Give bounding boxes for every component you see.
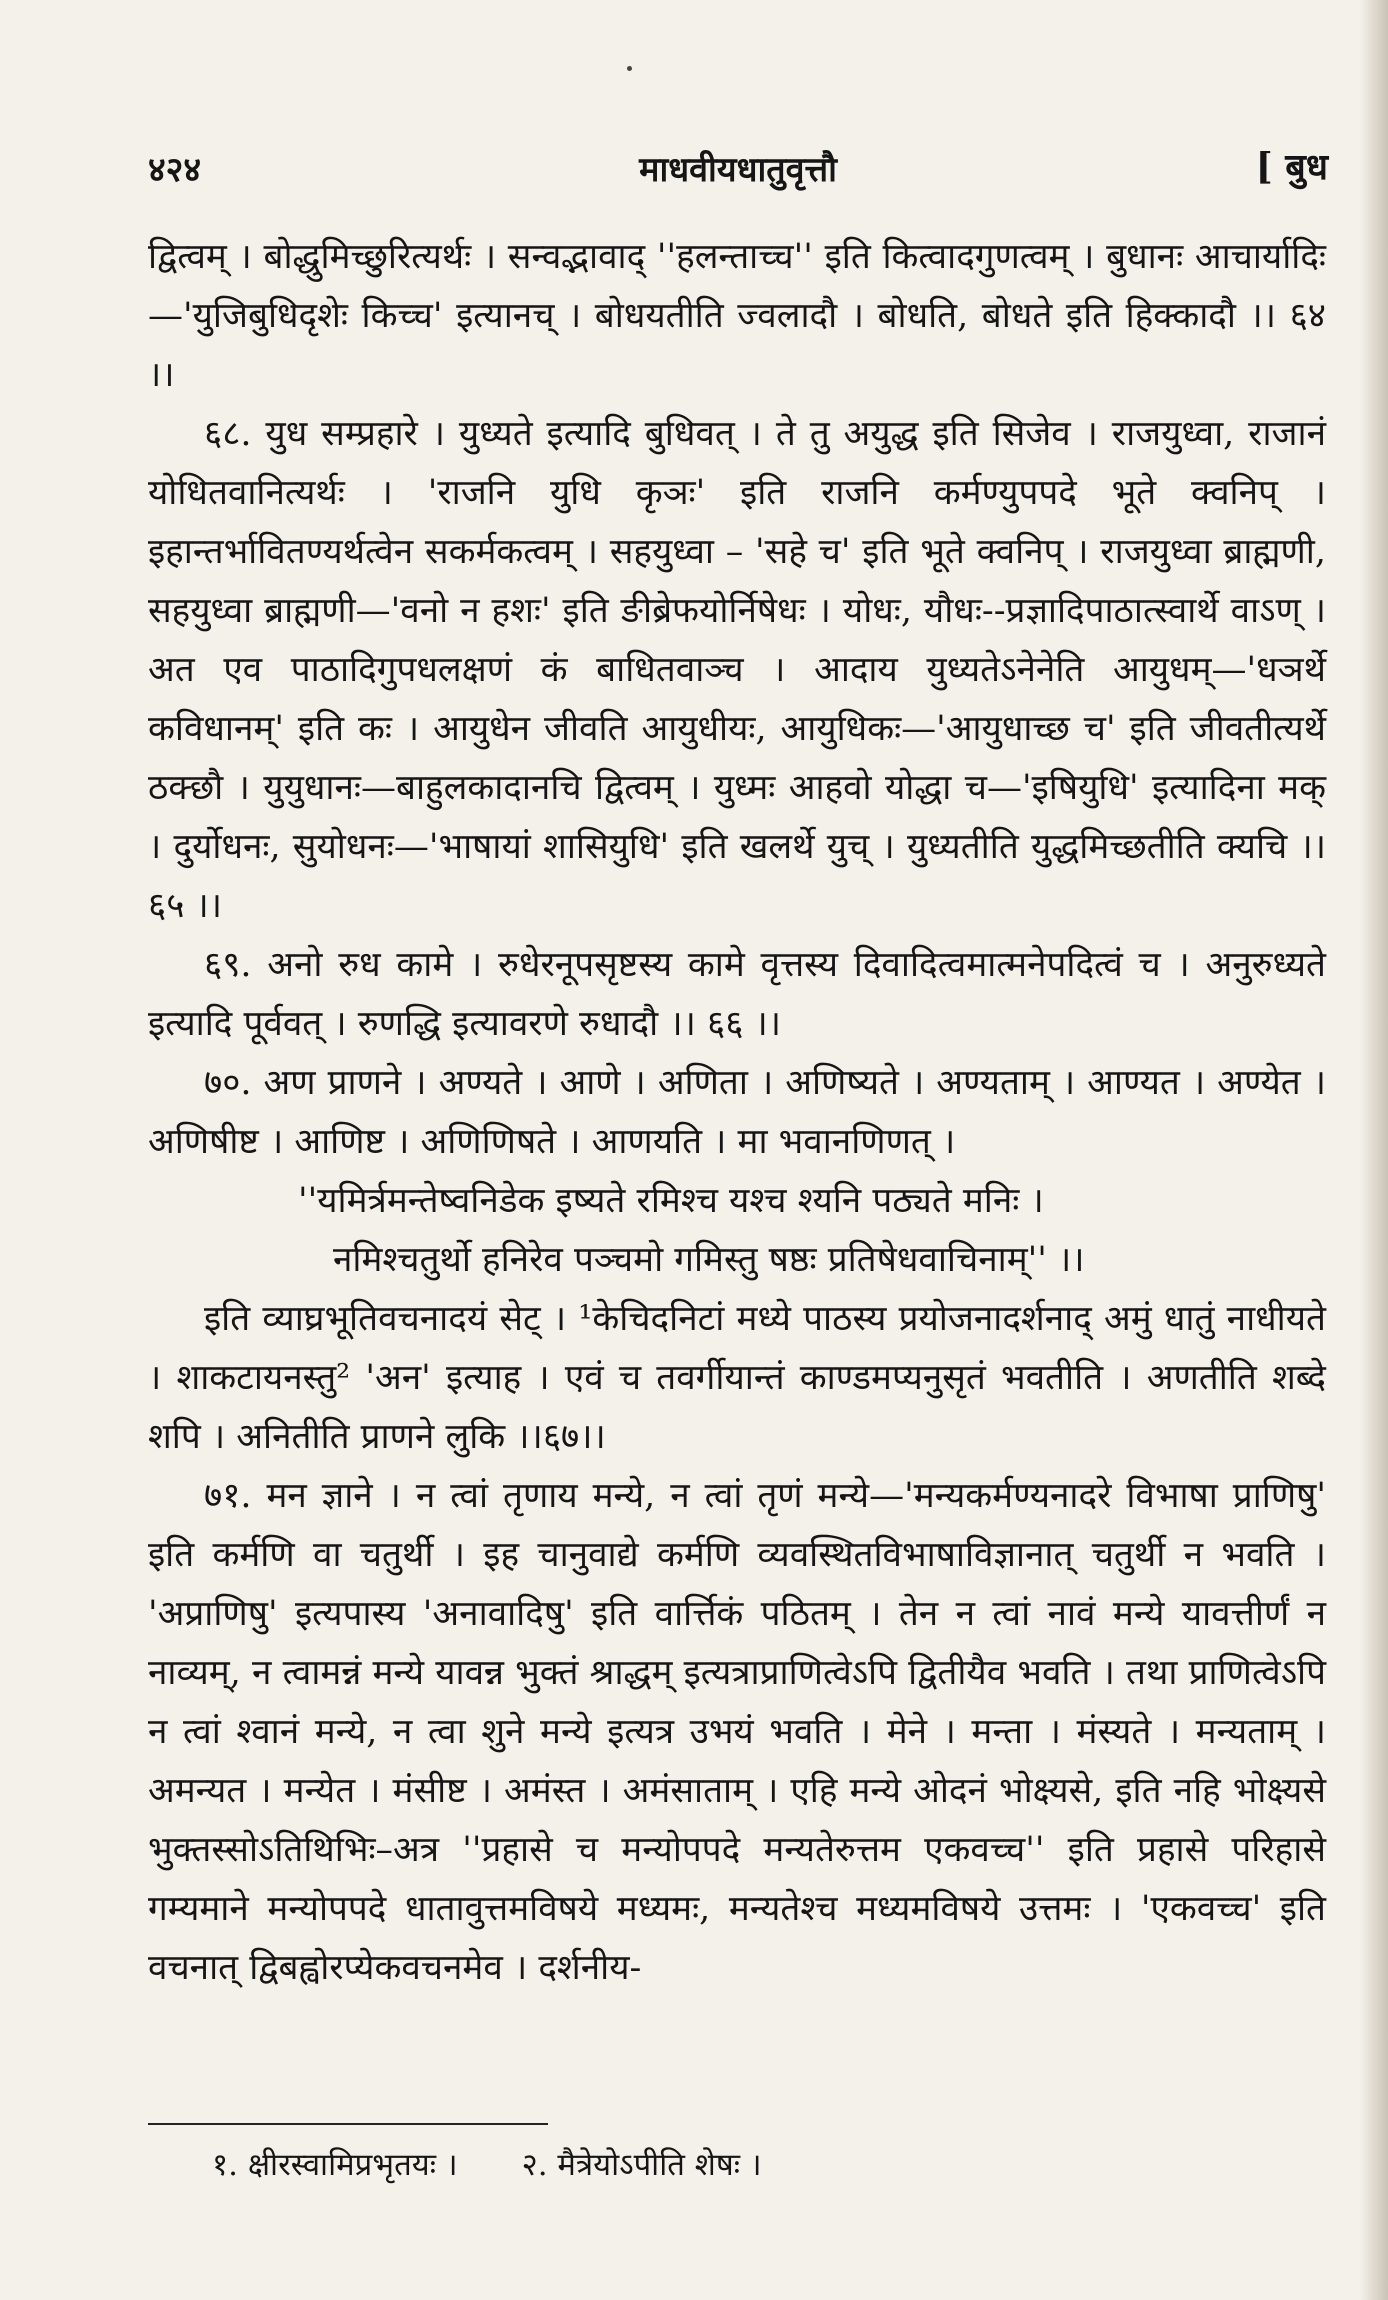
verse-line-2: नमिश्चतुर्थो हनिरेव पञ्चमो गमिस्तु षष्ठः प्रतिषेधवाचिनाम्'' ।। — [333, 1240, 1085, 1280]
guide-word: [ बुध — [1255, 146, 1328, 188]
verse-line-1: ''यमिर्त्रमन्तेष्वनिडेक इष्यते रमिश्च यश्च श्यनि पठ्यते मनिः । — [298, 1181, 1044, 1221]
paragraph-68-man: ७१. मन ज्ञाने । न त्वां तृणाय मन्ये, न त्वां तृणं मन्ये—'मन्यकर्मण्यनादरे विभाषा प्राणिषु' इति कर्मणि वा चतुर्थी । इह चानुवाद्ये कर्मणि व्यवस्थितविभाषाविज्ञानात् चतुर्थी न भवति । 'अप्राणिषु' इत्यपास्य 'अनावादिषु' इति वार्त्तिकं पठितम् । तेन न त्वां नावं मन्ये यावत्तीर्णं न नाव्यम्, न त्वामन्नं मन्ये यावन्न भुक्तं श्राद्धम् इत्यत्राप्राणित्वेऽपि द्वितीयैव भवति । तथा प्राणित्वेऽपि न त्वां श्वानं मन्ये, न त्वा शुने मन्ये इत्यत्र उभयं भवति । मेने । मन्ता । मंस्यते । मन्यताम् । अमन्यत । मन्येत । मंसीष्ट । अमंस्त । अमंसाताम् । एहि मन्ये ओदनं भोक्ष्यसे, इति नहि भोक्ष्यसे भुक्तस्सोऽतिथिभिः–अत्र ''प्रहासे च मन्योपपदे मन्यतेरुत्तम एकवच्च'' इति प्रहासे परिहासे गम्यमाने मन्योपपदे धातावुत्तमविषये मध्यमः, मन्यतेश्च मध्यमविषये उत्तमः । 'एकवच्च' इति वचनात् द्विबह्वोरप्येकवचनमेव । दर्शनीय- — [148, 1476, 1326, 1988]
running-title: माधवीयधातुवृत्तौ — [639, 150, 837, 190]
paragraph-66-anurudh: ६९. अनो रुध कामे । रुधेरनूपसृष्टस्य कामे वृत्तस्य दिवादित्वमात्मनेपदित्वं च । अनुरुध्यते इत्यादि पूर्ववत् । रुणद्धि इत्यावरणे रुधादौ ।। ६६ ।। — [148, 945, 1326, 1044]
ink-speck — [627, 66, 632, 71]
footnote-1: १. क्षीरस्वामिप्रभृतयः । — [212, 2147, 458, 2183]
page-binding-shadow — [1360, 0, 1388, 2300]
paragraph-67-cont: इति व्याघ्रभूतिवचनादयं सेट् । ¹केचिदनिटां मध्ये पाठस्य प्रयोजनादर्शनाद् अमुं धातुं नाधीयते । शाकटायनस्तु² 'अन' इत्याह । एवं च तवर्गीयान्तं काण्डमप्यनुसृतं भवतीति । अणतीति शब्दे शपि । अनितीति प्राणने लुकि ।।६७।। — [148, 1299, 1326, 1457]
paragraph-65-yudh: ६८. युध सम्प्रहारे । युध्यते इत्यादि बुधिवत् । ते तु अयुद्ध इति सिजेव । राजयुध्वा, राजानं योधितवानित्यर्थः । 'राजनि युधि कृञः' इति राजनि कर्मण्युपपदे भूते क्वनिप् । इहान्तर्भावितण्यर्थत्वेन सकर्मकत्वम् । सहयुध्वा – 'सहे च' इति भूते क्वनिप् । राजयुध्वा ब्राह्मणी, सहयुध्वा ब्राह्मणी—'वनो न हशः' इति ङीब्रेफयोर्निषेधः । योधः, यौधः--प्रज्ञादिपाठात्स्वार्थे वाऽण् । अत एव पाठादिगुपधलक्षणं कं बाधितवाञ्च । आदाय युध्यतेऽनेनेति आयुधम्—'धञर्थे कविधानम्' इति कः । आयुधेन जीवति आयुधीयः, आयुधिकः—'आयुधाच्छ च' इति जीवतीत्यर्थे ठक्छौ । युयुधानः—बाहुलकादानचि द्वित्वम् । युध्मः आहवो योद्धा च—'इषियुधि' इत्यादिना मक् । दुर्योधनः, सुयोधनः—'भाषायां शासियुधि' इति खलर्थे युच् । युध्यतीति युद्धमिच्छतीति क्यचि ।। ६५ ।। — [148, 414, 1326, 926]
paragraph-64-end: द्वित्वम् । बोद्धुमिच्छुरित्यर्थः । सन्वद्भावाद् ''हलन्ताच्च'' इति कित्वादगुणत्वम् । बुधानः आचार्यादिः—'युजिबुधिदृशेः किच्च' इत्यानच् । बोधयतीति ज्वलादौ । बोधति, बोधते इति हिक्कादौ ।। ६४ ।। — [148, 237, 1326, 395]
footnote-divider — [148, 2123, 548, 2125]
running-header — [148, 145, 1328, 195]
main-text — [148, 228, 1326, 1998]
footnotes — [212, 2140, 1312, 2190]
page-number: ४२४ — [148, 150, 202, 190]
paragraph-67-ana: ७०. अण प्राणने । अण्यते । आणे । अणिता । अणिष्यते । अण्यताम् । आण्यत । अण्येत । अणिषीष्ट । आणिष्ट । अणिणिषते । आणयति । मा भवानणिणत् । — [148, 1063, 1326, 1162]
footnote-2: २. मैत्रेयोऽपीति शेषः । — [521, 2147, 762, 2183]
